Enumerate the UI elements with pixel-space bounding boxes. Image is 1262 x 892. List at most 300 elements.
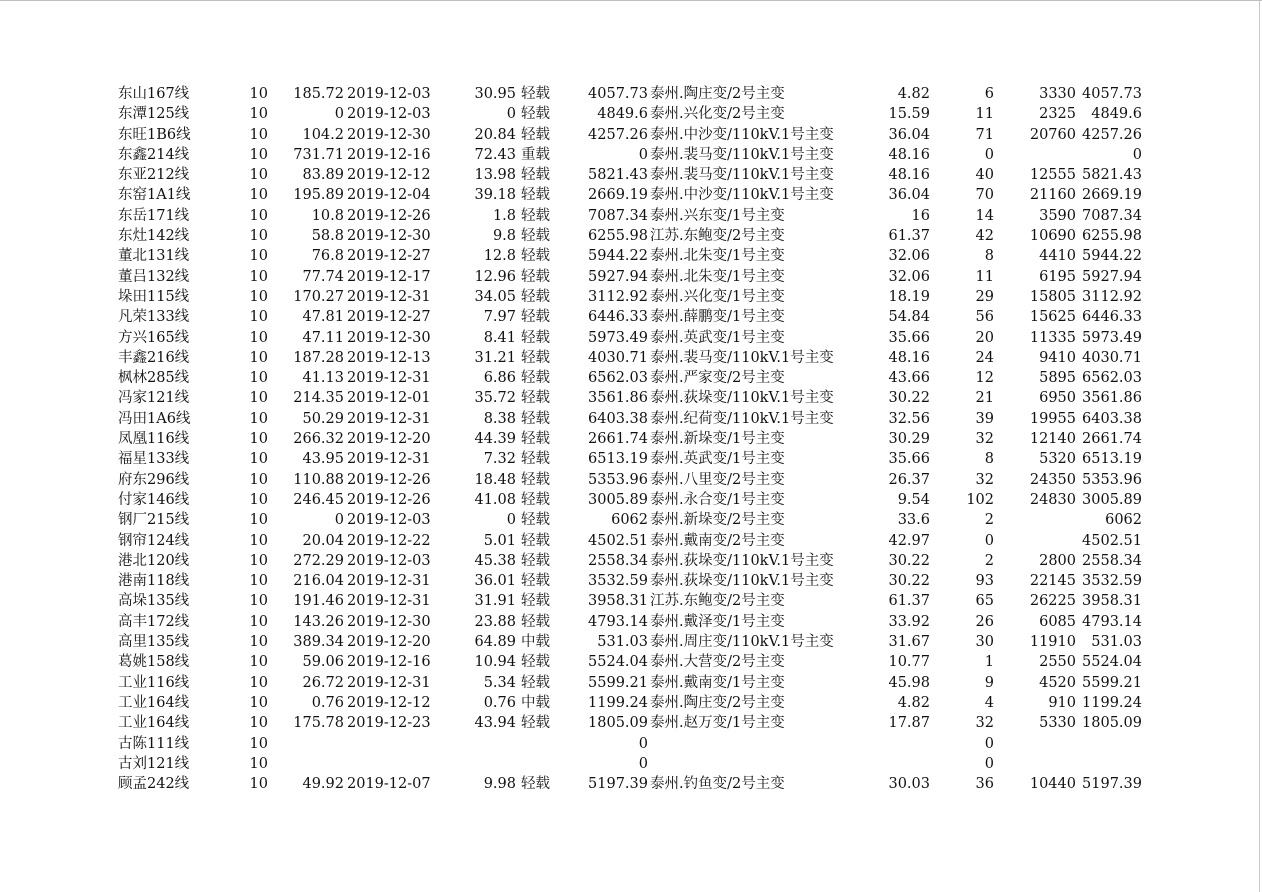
- substation-cell: 泰州.戴泽变/1号主变: [650, 613, 785, 630]
- capacity-cell: 47.11: [302, 329, 344, 346]
- count-cell: 11: [975, 106, 994, 123]
- available-capacity-cell: 0: [638, 146, 648, 163]
- count-cell: 14: [975, 207, 994, 224]
- date-cell: 2019-12-26: [347, 491, 431, 508]
- line-name-cell: 冯家121线: [118, 390, 190, 407]
- date-cell: 2019-12-20: [347, 431, 431, 448]
- load-rate-cell: 9.8: [492, 228, 516, 245]
- date-cell: 2019-12-12: [347, 167, 431, 184]
- date-cell: 2019-12-16: [347, 654, 431, 671]
- load-rate-cell: 7.32: [483, 451, 516, 468]
- substation-cell: 泰州.北朱变/1号主变: [650, 268, 785, 285]
- transformer-rate-cell: 32.56: [888, 410, 930, 427]
- load-status-cell: 轻载: [521, 187, 550, 204]
- date-cell: 2019-12-22: [347, 532, 431, 549]
- capacity-cell: 76.8: [311, 248, 344, 265]
- load-status-cell: 轻载: [521, 613, 550, 630]
- load-status-cell: 轻载: [521, 593, 550, 610]
- date-cell: 2019-12-31: [347, 451, 431, 468]
- date-cell: 2019-12-30: [347, 126, 431, 143]
- available-capacity-cell: 2558.34: [588, 552, 648, 569]
- load-rate-cell: 12.8: [483, 248, 516, 265]
- load-status-cell: 重载: [521, 146, 550, 163]
- line-name-cell: 葛姚158线: [118, 654, 190, 671]
- transformer-rate-cell: 30.22: [888, 573, 930, 590]
- count-cell: 1: [984, 654, 994, 671]
- remaining-capacity-cell: 3112.92: [1082, 288, 1142, 305]
- line-name-cell: 高垛135线: [118, 593, 190, 610]
- substation-cell: 泰州.新垛变/1号主变: [650, 431, 785, 448]
- line-name-cell: 东山167线: [118, 86, 190, 102]
- remaining-capacity-cell: 6513.19: [1082, 451, 1142, 468]
- capacity-cell: 10.8: [311, 207, 344, 224]
- load-rate-cell: 12.96: [474, 268, 516, 285]
- count-cell: 8: [984, 248, 994, 265]
- transformer-rate-cell: 15.59: [888, 106, 930, 123]
- count-cell: 29: [975, 288, 994, 305]
- load-rate-cell: 72.43: [474, 146, 516, 163]
- table-row: [118, 531, 1148, 551]
- date-cell: 2019-12-17: [347, 268, 431, 285]
- line-name-cell: 丰鑫216线: [118, 349, 190, 366]
- date-cell: 2019-12-30: [347, 329, 431, 346]
- table-row: [118, 145, 1148, 165]
- load-rate-cell: 30.95: [474, 86, 516, 102]
- table-row: [118, 612, 1148, 632]
- installed-capacity-cell: 5330: [1039, 715, 1076, 732]
- load-status-cell: 轻载: [521, 491, 550, 508]
- line-name-cell: 东亚212线: [118, 167, 190, 184]
- remaining-capacity-cell: 5821.43: [1082, 167, 1142, 184]
- load-rate-cell: 23.88: [474, 613, 516, 630]
- date-cell: 2019-12-31: [347, 370, 431, 387]
- table-row: [118, 388, 1148, 408]
- transformer-rate-cell: 17.87: [888, 715, 930, 732]
- line-name-cell: 府东296线: [118, 471, 190, 488]
- capacity-cell: 110.88: [293, 471, 344, 488]
- transformer-rate-cell: 10.77: [888, 654, 930, 671]
- date-cell: 2019-12-03: [347, 552, 431, 569]
- available-capacity-cell: 3532.59: [588, 573, 648, 590]
- load-status-cell: 轻载: [521, 248, 550, 265]
- remaining-capacity-cell: 2558.34: [1082, 552, 1142, 569]
- voltage-cell: 10: [249, 106, 268, 123]
- count-cell: 0: [984, 755, 994, 772]
- date-cell: 2019-12-16: [347, 146, 431, 163]
- load-rate-cell: 20.84: [474, 126, 516, 143]
- remaining-capacity-cell: 0: [1132, 146, 1142, 163]
- available-capacity-cell: 0: [638, 735, 648, 752]
- date-cell: 2019-12-04: [347, 187, 431, 204]
- voltage-cell: 10: [249, 654, 268, 671]
- remaining-capacity-cell: 4849.6: [1091, 106, 1142, 123]
- load-status-cell: 轻载: [521, 410, 550, 427]
- installed-capacity-cell: 4410: [1039, 248, 1076, 265]
- voltage-cell: 10: [249, 86, 268, 102]
- substation-cell: 泰州.中沙变/110kV.1号主变: [650, 187, 834, 204]
- installed-capacity-cell: 26225: [1029, 593, 1076, 610]
- count-cell: 9: [984, 674, 994, 691]
- load-status-cell: 轻载: [521, 674, 550, 691]
- count-cell: 8: [984, 451, 994, 468]
- date-cell: 2019-12-12: [347, 694, 431, 711]
- date-cell: 2019-12-27: [347, 248, 431, 265]
- count-cell: 21: [975, 390, 994, 407]
- load-rate-cell: 5.34: [483, 674, 516, 691]
- load-rate-cell: 34.05: [474, 288, 516, 305]
- voltage-cell: 10: [249, 370, 268, 387]
- count-cell: 71: [975, 126, 994, 143]
- date-cell: 2019-12-30: [347, 228, 431, 245]
- available-capacity-cell: 5821.43: [588, 167, 648, 184]
- table-row: [118, 328, 1148, 348]
- table-row: [118, 185, 1148, 205]
- transformer-rate-cell: 48.16: [888, 146, 930, 163]
- line-name-cell: 东窑1A1线: [118, 187, 191, 204]
- substation-cell: 泰州.纪荷变/110kV.1号主变: [650, 410, 834, 427]
- remaining-capacity-cell: 5944.22: [1082, 248, 1142, 265]
- installed-capacity-cell: 15625: [1029, 309, 1076, 326]
- line-name-cell: 高丰172线: [118, 613, 190, 630]
- load-rate-cell: 18.48: [474, 471, 516, 488]
- installed-capacity-cell: 19955: [1029, 410, 1076, 427]
- count-cell: 70: [975, 187, 994, 204]
- line-name-cell: 古刘121线: [118, 755, 190, 772]
- available-capacity-cell: 4057.73: [588, 86, 648, 102]
- transformer-rate-cell: 26.37: [888, 471, 930, 488]
- table-row: [118, 551, 1148, 571]
- date-cell: 2019-12-30: [347, 613, 431, 630]
- load-status-cell: 轻载: [521, 654, 550, 671]
- remaining-capacity-cell: 5973.49: [1082, 329, 1142, 346]
- available-capacity-cell: 6255.98: [588, 228, 648, 245]
- remaining-capacity-cell: 4793.14: [1082, 613, 1142, 630]
- capacity-cell: 246.45: [293, 491, 344, 508]
- date-cell: 2019-12-31: [347, 674, 431, 691]
- voltage-cell: 10: [249, 207, 268, 224]
- available-capacity-cell: 6062: [611, 512, 648, 529]
- data-table: [118, 84, 1148, 794]
- table-row: [118, 754, 1148, 774]
- load-rate-cell: 1.8: [492, 207, 516, 224]
- substation-cell: 泰州.兴东变/1号主变: [650, 207, 785, 224]
- count-cell: 11: [975, 268, 994, 285]
- load-rate-cell: 41.08: [474, 491, 516, 508]
- load-status-cell: 轻载: [521, 268, 550, 285]
- line-name-cell: 东潭125线: [118, 106, 190, 123]
- transformer-rate-cell: 35.66: [888, 329, 930, 346]
- transformer-rate-cell: 33.6: [897, 512, 930, 529]
- count-cell: 32: [975, 471, 994, 488]
- voltage-cell: 10: [249, 228, 268, 245]
- installed-capacity-cell: 2325: [1039, 106, 1076, 123]
- voltage-cell: 10: [249, 248, 268, 265]
- substation-cell: 泰州.兴化变/1号主变: [650, 288, 785, 305]
- load-status-cell: 轻载: [521, 532, 550, 549]
- remaining-capacity-cell: 5927.94: [1082, 268, 1142, 285]
- capacity-cell: 41.13: [302, 370, 344, 387]
- line-name-cell: 高里135线: [118, 634, 190, 651]
- available-capacity-cell: 3112.92: [588, 288, 648, 305]
- transformer-rate-cell: 35.66: [888, 451, 930, 468]
- date-cell: 2019-12-13: [347, 349, 431, 366]
- load-status-cell: 轻载: [521, 370, 550, 387]
- available-capacity-cell: 5524.04: [588, 654, 648, 671]
- available-capacity-cell: 0: [638, 755, 648, 772]
- load-status-cell: 轻载: [521, 573, 550, 590]
- table-row: [118, 510, 1148, 530]
- line-name-cell: 东鑫214线: [118, 146, 190, 163]
- installed-capacity-cell: 12555: [1029, 167, 1076, 184]
- load-rate-cell: 13.98: [474, 167, 516, 184]
- date-cell: 2019-12-03: [347, 86, 431, 102]
- count-cell: 102: [966, 491, 994, 508]
- substation-cell: 泰州.周庄变/110kV.1号主变: [650, 634, 834, 651]
- voltage-cell: 10: [249, 146, 268, 163]
- installed-capacity-cell: 21160: [1029, 187, 1076, 204]
- remaining-capacity-cell: 3005.89: [1082, 491, 1142, 508]
- table-row: [118, 125, 1148, 145]
- remaining-capacity-cell: 3532.59: [1082, 573, 1142, 590]
- count-cell: 0: [984, 146, 994, 163]
- load-status-cell: 轻载: [521, 288, 550, 305]
- substation-cell: 泰州.荻垛变/110kV.1号主变: [650, 390, 834, 407]
- available-capacity-cell: 5944.22: [588, 248, 648, 265]
- voltage-cell: 10: [249, 309, 268, 326]
- table-row: [118, 490, 1148, 510]
- load-rate-cell: 31.91: [474, 593, 516, 610]
- table-row: [118, 348, 1148, 368]
- date-cell: 2019-12-26: [347, 207, 431, 224]
- capacity-cell: 58.8: [311, 228, 344, 245]
- transformer-rate-cell: 61.37: [888, 228, 930, 245]
- substation-cell: 泰州.陶庄变/2号主变: [650, 694, 785, 711]
- voltage-cell: 10: [249, 410, 268, 427]
- voltage-cell: 10: [249, 268, 268, 285]
- voltage-cell: 10: [249, 288, 268, 305]
- voltage-cell: 10: [249, 715, 268, 732]
- remaining-capacity-cell: 6562.03: [1082, 370, 1142, 387]
- count-cell: 12: [975, 370, 994, 387]
- remaining-capacity-cell: 3958.31: [1082, 593, 1142, 610]
- transformer-rate-cell: 32.06: [888, 268, 930, 285]
- table-row: [118, 673, 1148, 693]
- remaining-capacity-cell: 5353.96: [1082, 471, 1142, 488]
- installed-capacity-cell: 22145: [1029, 573, 1076, 590]
- voltage-cell: 10: [249, 349, 268, 366]
- available-capacity-cell: 5353.96: [588, 471, 648, 488]
- available-capacity-cell: 6562.03: [588, 370, 648, 387]
- line-name-cell: 方兴165线: [118, 329, 190, 346]
- capacity-cell: 191.46: [293, 593, 344, 610]
- voltage-cell: 10: [249, 532, 268, 549]
- load-status-cell: 轻载: [521, 106, 550, 123]
- capacity-cell: 143.26: [293, 613, 344, 630]
- date-cell: 2019-12-20: [347, 634, 431, 651]
- voltage-cell: 10: [249, 674, 268, 691]
- load-status-cell: 轻载: [521, 329, 550, 346]
- count-cell: 32: [975, 431, 994, 448]
- table-row: [118, 409, 1148, 429]
- date-cell: 2019-12-26: [347, 471, 431, 488]
- voltage-cell: 10: [249, 451, 268, 468]
- transformer-rate-cell: 16: [911, 207, 930, 224]
- load-rate-cell: 64.89: [474, 634, 516, 651]
- count-cell: 24: [975, 349, 994, 366]
- transformer-rate-cell: 43.66: [888, 370, 930, 387]
- table-row: [118, 591, 1148, 611]
- date-cell: 2019-12-03: [347, 512, 431, 529]
- table-row: [118, 267, 1148, 287]
- voltage-cell: 10: [249, 573, 268, 590]
- available-capacity-cell: 5197.39: [588, 776, 648, 793]
- transformer-rate-cell: 30.29: [888, 431, 930, 448]
- installed-capacity-cell: 9410: [1039, 349, 1076, 366]
- line-name-cell: 东灶142线: [118, 228, 190, 245]
- transformer-rate-cell: 32.06: [888, 248, 930, 265]
- table-row: [118, 165, 1148, 185]
- line-name-cell: 工业116线: [118, 674, 190, 691]
- remaining-capacity-cell: 2669.19: [1082, 187, 1142, 204]
- table-row: [118, 307, 1148, 327]
- substation-cell: 泰州.北朱变/1号主变: [650, 248, 785, 265]
- installed-capacity-cell: 6085: [1039, 613, 1076, 630]
- installed-capacity-cell: 12140: [1029, 431, 1076, 448]
- date-cell: 2019-12-27: [347, 309, 431, 326]
- available-capacity-cell: 531.03: [597, 634, 648, 651]
- count-cell: 30: [975, 634, 994, 651]
- voltage-cell: 10: [249, 552, 268, 569]
- voltage-cell: 10: [249, 329, 268, 346]
- substation-cell: 泰州.裴马变/110kV.1号主变: [650, 349, 834, 366]
- installed-capacity-cell: 10440: [1029, 776, 1076, 793]
- line-name-cell: 凤凰116线: [118, 431, 190, 448]
- capacity-cell: 20.04: [302, 532, 344, 549]
- substation-cell: 泰州.英武变/1号主变: [650, 329, 785, 346]
- installed-capacity-cell: 3330: [1039, 86, 1076, 102]
- load-status-cell: 轻载: [521, 207, 550, 224]
- remaining-capacity-cell: 7087.34: [1082, 207, 1142, 224]
- table-row: [118, 429, 1148, 449]
- load-status-cell: 轻载: [521, 776, 550, 793]
- page-right-border: [1259, 0, 1260, 892]
- voltage-cell: 10: [249, 755, 268, 772]
- count-cell: 0: [984, 735, 994, 752]
- substation-cell: 泰州.新垛变/2号主变: [650, 512, 785, 529]
- table-row: [118, 652, 1148, 672]
- installed-capacity-cell: 15805: [1029, 288, 1076, 305]
- transformer-rate-cell: 9.54: [897, 491, 930, 508]
- load-rate-cell: 0: [506, 106, 516, 123]
- available-capacity-cell: 4502.51: [588, 532, 648, 549]
- line-name-cell: 钢帘124线: [118, 532, 190, 549]
- capacity-cell: 77.74: [302, 268, 344, 285]
- line-name-cell: 港南118线: [118, 573, 190, 590]
- load-status-cell: 轻载: [521, 431, 550, 448]
- available-capacity-cell: 2661.74: [588, 431, 648, 448]
- table-row: [118, 84, 1148, 104]
- date-cell: 2019-12-31: [347, 288, 431, 305]
- load-rate-cell: 35.72: [474, 390, 516, 407]
- date-cell: 2019-12-23: [347, 715, 431, 732]
- date-cell: 2019-12-31: [347, 593, 431, 610]
- substation-cell: 泰州.英武变/1号主变: [650, 451, 785, 468]
- load-rate-cell: 5.01: [483, 532, 516, 549]
- load-status-cell: 轻载: [521, 167, 550, 184]
- line-name-cell: 钢厂215线: [118, 512, 190, 529]
- transformer-rate-cell: 18.19: [888, 288, 930, 305]
- voltage-cell: 10: [249, 390, 268, 407]
- count-cell: 56: [975, 309, 994, 326]
- installed-capacity-cell: 20760: [1029, 126, 1076, 143]
- capacity-cell: 170.27: [293, 288, 344, 305]
- available-capacity-cell: 6446.33: [588, 309, 648, 326]
- count-cell: 2: [984, 552, 994, 569]
- voltage-cell: 10: [249, 167, 268, 184]
- capacity-cell: 0: [334, 512, 344, 529]
- substation-cell: 泰州.裴马变/110kV.1号主变: [650, 146, 834, 163]
- installed-capacity-cell: 24350: [1029, 471, 1076, 488]
- count-cell: 93: [975, 573, 994, 590]
- line-name-cell: 垛田115线: [118, 288, 190, 305]
- table-row: [118, 368, 1148, 388]
- installed-capacity-cell: 910: [1048, 694, 1076, 711]
- transformer-rate-cell: 4.82: [897, 86, 930, 102]
- date-cell: 2019-12-01: [347, 390, 431, 407]
- load-rate-cell: 44.39: [474, 431, 516, 448]
- transformer-rate-cell: 36.04: [888, 126, 930, 143]
- load-status-cell: 轻载: [521, 715, 550, 732]
- voltage-cell: 10: [249, 634, 268, 651]
- installed-capacity-cell: 6950: [1039, 390, 1076, 407]
- capacity-cell: 266.32: [293, 431, 344, 448]
- load-status-cell: 轻载: [521, 451, 550, 468]
- count-cell: 32: [975, 715, 994, 732]
- capacity-cell: 731.71: [293, 146, 344, 163]
- line-name-cell: 凡荣133线: [118, 309, 190, 326]
- transformer-rate-cell: 30.22: [888, 390, 930, 407]
- substation-cell: 泰州.严家变/2号主变: [650, 370, 785, 387]
- table-row: [118, 713, 1148, 733]
- page-top-border: [0, 0, 1262, 1]
- capacity-cell: 47.81: [302, 309, 344, 326]
- load-rate-cell: 0.76: [483, 694, 516, 711]
- substation-cell: 泰州.荻垛变/110kV.1号主变: [650, 552, 834, 569]
- available-capacity-cell: 1805.09: [588, 715, 648, 732]
- capacity-cell: 0.76: [311, 694, 344, 711]
- voltage-cell: 10: [249, 471, 268, 488]
- date-cell: 2019-12-07: [347, 776, 431, 793]
- voltage-cell: 10: [249, 126, 268, 143]
- remaining-capacity-cell: 4030.71: [1082, 349, 1142, 366]
- load-rate-cell: 7.97: [483, 309, 516, 326]
- line-name-cell: 东旺1B6线: [118, 126, 191, 143]
- remaining-capacity-cell: 4057.73: [1082, 86, 1142, 102]
- capacity-cell: 26.72: [302, 674, 344, 691]
- voltage-cell: 10: [249, 694, 268, 711]
- count-cell: 4: [984, 694, 994, 711]
- substation-cell: 江苏.东鲍变/2号主变: [650, 228, 785, 245]
- available-capacity-cell: 5599.21: [588, 674, 648, 691]
- transformer-rate-cell: 54.84: [888, 309, 930, 326]
- load-status-cell: 轻载: [521, 228, 550, 245]
- line-name-cell: 董北131线: [118, 248, 190, 265]
- available-capacity-cell: 3958.31: [588, 593, 648, 610]
- capacity-cell: 83.89: [302, 167, 344, 184]
- available-capacity-cell: 2669.19: [588, 187, 648, 204]
- capacity-cell: 43.95: [302, 451, 344, 468]
- table-row: [118, 571, 1148, 591]
